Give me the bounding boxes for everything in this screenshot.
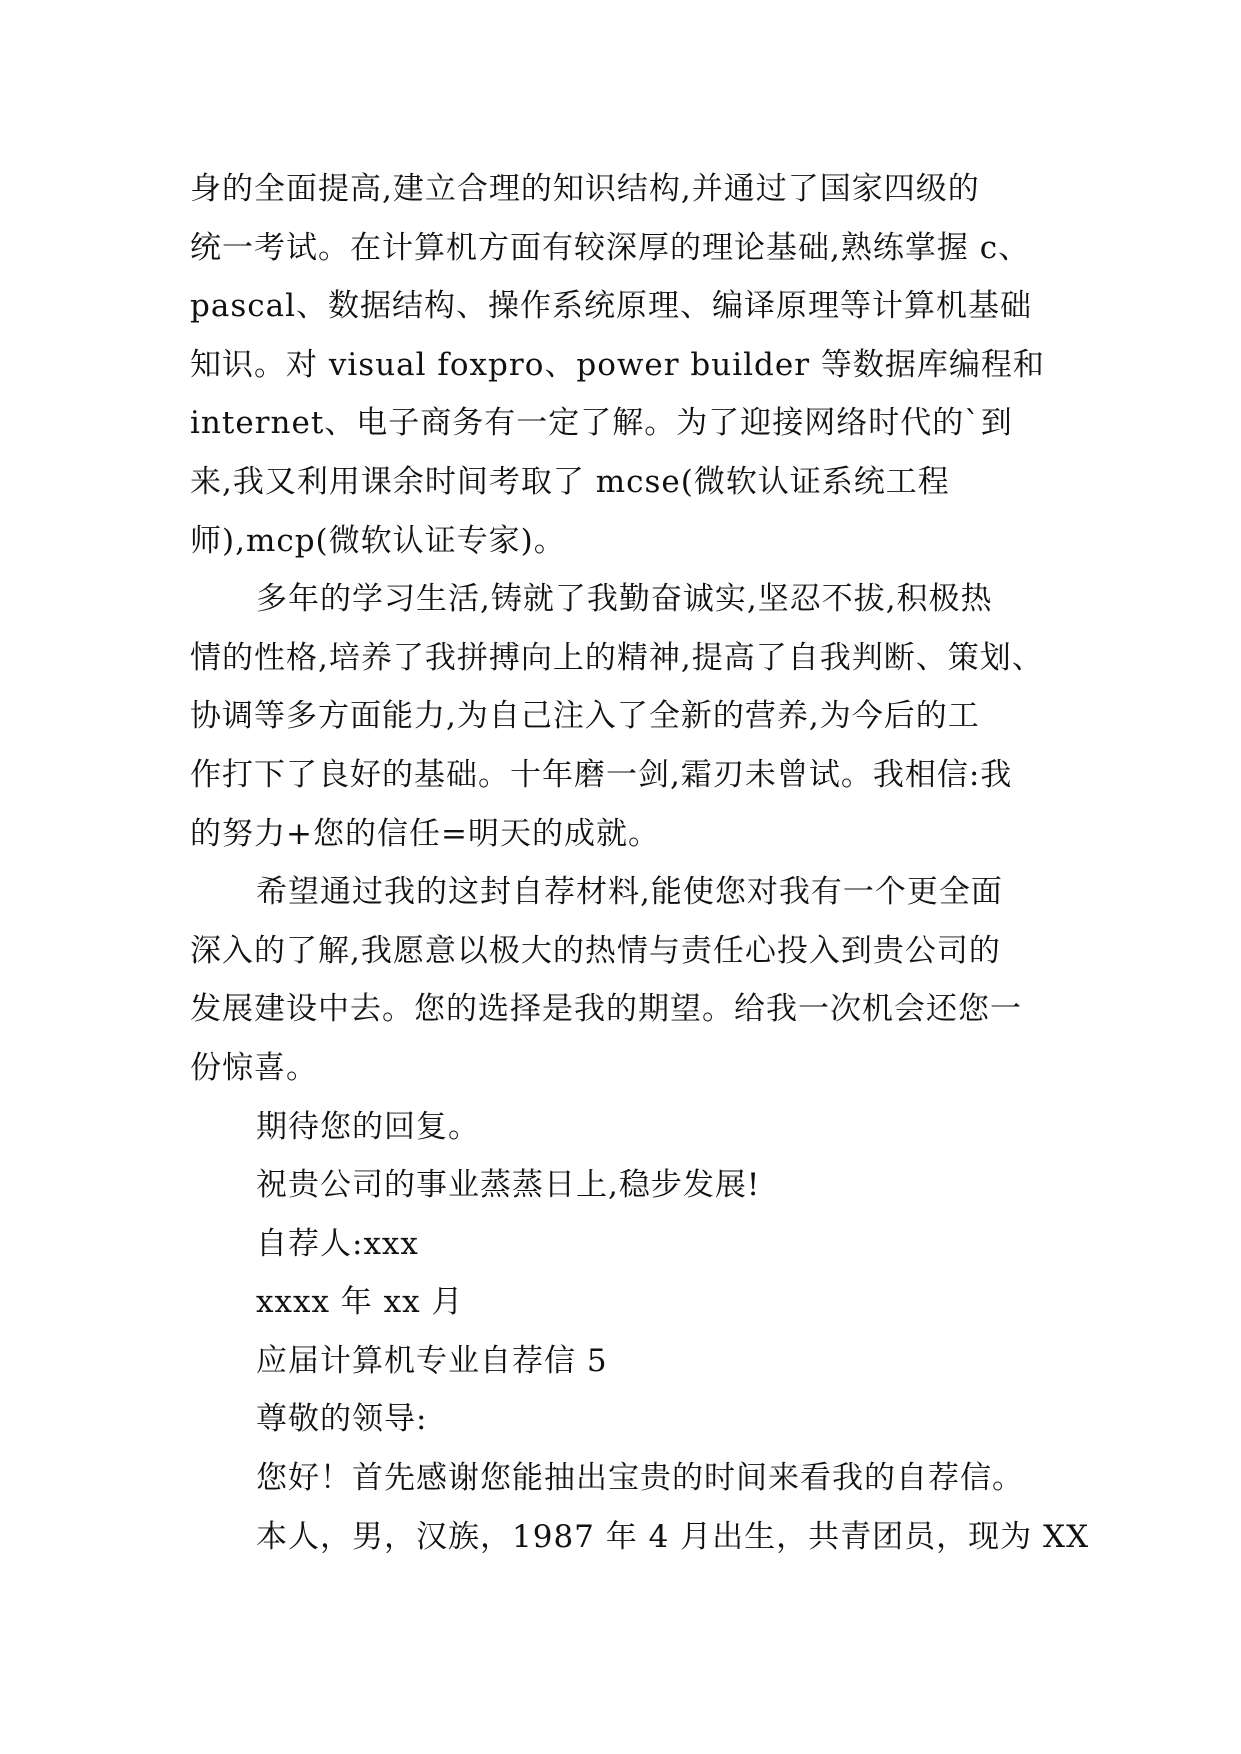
signature-line: 自荐人:xxx <box>256 1225 419 1262</box>
paragraph-start-line: 多年的学习生活,铸就了我勤奋诚实,坚忍不拔,积极热 <box>256 581 993 618</box>
letter-title: 应届计算机专业自荐信 5 <box>256 1342 608 1379</box>
text-line: 发展建设中去。您的选择是我的期望。给我一次机会还您一 <box>190 991 1022 1028</box>
text-line: 身的全面提高,建立合理的知识结构,并通过了国家四级的 <box>190 171 980 207</box>
text-line: 协调等多方面能力,为自己注入了全新的营养,为今后的工 <box>190 698 980 735</box>
text-line: 师),mcp(微软认证专家)。 <box>190 522 566 559</box>
closing-wish-line: 祝贵公司的事业蒸蒸日上,稳步发展! <box>256 1167 761 1204</box>
salutation-line: 尊敬的领导: <box>256 1401 428 1438</box>
text-line: 情的性格,培养了我拼搏向上的精神,提高了自我判断、策划、 <box>190 639 1044 676</box>
text-line: 统一考试。在计算机方面有较深厚的理论基础,熟练掌握 c、 <box>190 229 1031 266</box>
closing-line: 期待您的回复。 <box>256 1108 480 1145</box>
text-line: 知识。对 visual foxpro、power builder 等数据库编程和 <box>190 346 1045 383</box>
intro-line: 本人，男，汉族，1987 年 4 月出生，共青团员，现为 XX <box>256 1518 1090 1555</box>
text-line: 份惊喜。 <box>190 1049 318 1086</box>
paragraph-start-line: 希望通过我的这封自荐材料,能使您对我有一个更全面 <box>256 874 1003 911</box>
text-line: 作打下了良好的基础。十年磨一剑,霜刃未曾试。我相信:我 <box>190 756 1013 793</box>
text-line: 的努力+您的信任=明天的成就。 <box>190 815 660 852</box>
letter-body <box>190 160 1090 1566</box>
text-line: 来,我又利用课余时间考取了 mcse(微软认证系统工程 <box>190 463 950 500</box>
text-line: 深入的了解,我愿意以极大的热情与责任心投入到贵公司的 <box>190 932 1001 969</box>
text-line: pascal、数据结构、操作系统原理、编译原理等计算机基础 <box>190 288 1032 325</box>
text-line: internet、电子商务有一定了解。为了迎接网络时代的`到 <box>190 405 1013 442</box>
greeting-line: 您好！首先感谢您能抽出宝贵的时间来看我的自荐信。 <box>256 1460 1024 1497</box>
date-line: xxxx 年 xx 月 <box>256 1284 464 1321</box>
